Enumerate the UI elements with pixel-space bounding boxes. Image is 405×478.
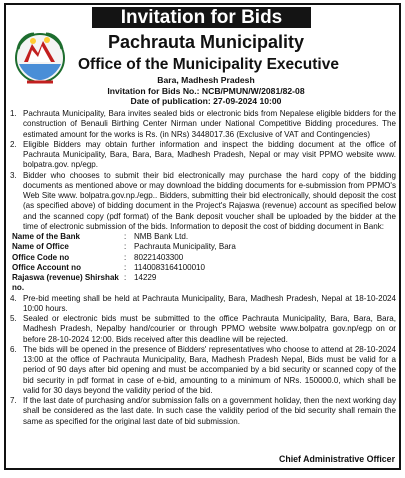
list-item [10, 345, 396, 396]
list-item [10, 109, 396, 140]
bank-detail-row [12, 242, 396, 252]
item-number: 6. [10, 344, 17, 354]
notice-banner: Invitation for Bids [92, 7, 311, 28]
bank-detail-row [12, 232, 396, 242]
bank-detail-row [12, 253, 396, 263]
list-item [10, 396, 396, 427]
item-text: Sealed or electronic bids must be submitted to the office Pachrauta Municipality, Bara, Bara, Bara, Madhesh Pradesh, Nepalby hand/courier or through PPMO website www.bolpatra gov.np/egp on or before 28-10-2024 12:00. Bids received after this deadline will be rejected. [23, 314, 396, 344]
bank-detail-label: Name of Office [12, 242, 69, 252]
item-text: Eligible Bidders may obtain further information and inspect the bidding document at the office of Pachrauta Municipality, Bara, Bara, Bara, Madhesh Pradesh, Nepal or may visit PPMO website www. bolpatra.gov. np/egp. [23, 139, 396, 170]
bank-detail-value: 1140083164100010 [134, 262, 206, 272]
bank-detail-label: Office Account no [12, 262, 81, 272]
list-item [10, 140, 396, 171]
bank-detail-value: 80221403300 [134, 252, 184, 262]
item-text: The bids will be opened in the presence of Bidders' representatives who choose to attend at 28-10-2024 13:00 at the office of Pachrauta Municipality, Bara, Madhesh Pradesh Nepal, Bids must be valid for a period of 90 days after bid opening and must be accompanied by a bid security or scanned copy of the bid security in pdf format in case of e-bid, amounting to a minimum of NRs. 150000.0, which shall be valid for 30 days beyond the validity period of the bid. [23, 344, 396, 395]
bank-details [12, 232, 396, 294]
office-title: Office of the Municipality Executive [78, 56, 339, 73]
item-number: 4. [10, 293, 17, 303]
bank-detail-row [12, 263, 396, 273]
bank-detail-row [12, 273, 396, 294]
municipality-emblem-icon [10, 29, 70, 87]
bank-detail-colon: : [124, 273, 127, 282]
item-number: 1. [10, 109, 17, 118]
item-number: 3. [10, 170, 17, 180]
bank-detail-label: Office Code no [12, 252, 70, 262]
item-number: 2. [10, 139, 17, 149]
bank-detail-label: Name of the Bank [12, 232, 80, 241]
publication-date: Date of publication: 27-09-2024 10:00 [130, 96, 282, 106]
notice-meta [66, 75, 346, 107]
bank-detail-colon: : [124, 242, 127, 252]
item-text: Pre-bid meeting shall be held at Pachrauta Municipality, Bara, Madhesh Pradesh, Nepal at 18-10-2024 10:00 hours. [23, 293, 396, 313]
bank-detail-colon: : [124, 262, 127, 272]
bank-detail-value: 14229 [134, 273, 157, 282]
bank-detail-value: Pachrauta Municipality, Bara [134, 242, 236, 252]
list-item [10, 294, 396, 315]
bid-notice [4, 3, 401, 470]
list-item [10, 314, 396, 345]
item-number: 7. [10, 396, 17, 405]
bank-detail-colon: : [124, 252, 127, 262]
notice-body [10, 109, 396, 427]
item-text: If the last date of purchasing and/or submission falls on a government holiday, then the next working day shall be considered as the last date. In such case the validity period of the bid security shall remain the same as specified for the original last date of bid submission. [23, 396, 396, 426]
bank-detail-label: Rajaswa (revenue) Shirshak no. [12, 273, 119, 293]
item-text: Pachrauta Municipality, Bara invites sealed bids or electronic bids from Nepalese eligible bidders for the construction of Benauli Birthing Center Nirman under National Competitive Bidding procedures. The estimated amount for the works is Rs. (in NRs) 3448017.36 (Exclusive of VAT and Contingencies) [23, 109, 396, 139]
item-number: 5. [10, 314, 17, 323]
list-item [10, 171, 396, 233]
bids-number: Invitation for Bids No.: NCB/PMUN/W/2081/82-08 [107, 85, 305, 96]
bank-detail-value: NMB Bank Ltd. [134, 232, 189, 241]
signature-title: Chief Administrative Officer [278, 454, 395, 464]
item-text: Bidder who chooses to submit their bid electronically may purchase the hard copy of the bidding documents as mentioned above or may download the bidding documents for e-submission from PPMO's Web Site www. bolpatra.gov.np./egp.. Bidders, submitting their bid electronically, should deposit the cost (as specified above) of bidding document in the Project's Rajaswa (revenue) account as specified below and the scanned copy (pdf format) of the Bank deposit voucher shall be uploaded by the bidder at the time of electronic submission of the bids. Information to deposit the cost of bidding document in Bank: [23, 170, 396, 231]
municipality-name: Pachrauta Municipality [107, 32, 305, 52]
location: Bara, Madhesh Pradesh [157, 75, 255, 85]
bank-detail-colon: : [124, 232, 127, 241]
